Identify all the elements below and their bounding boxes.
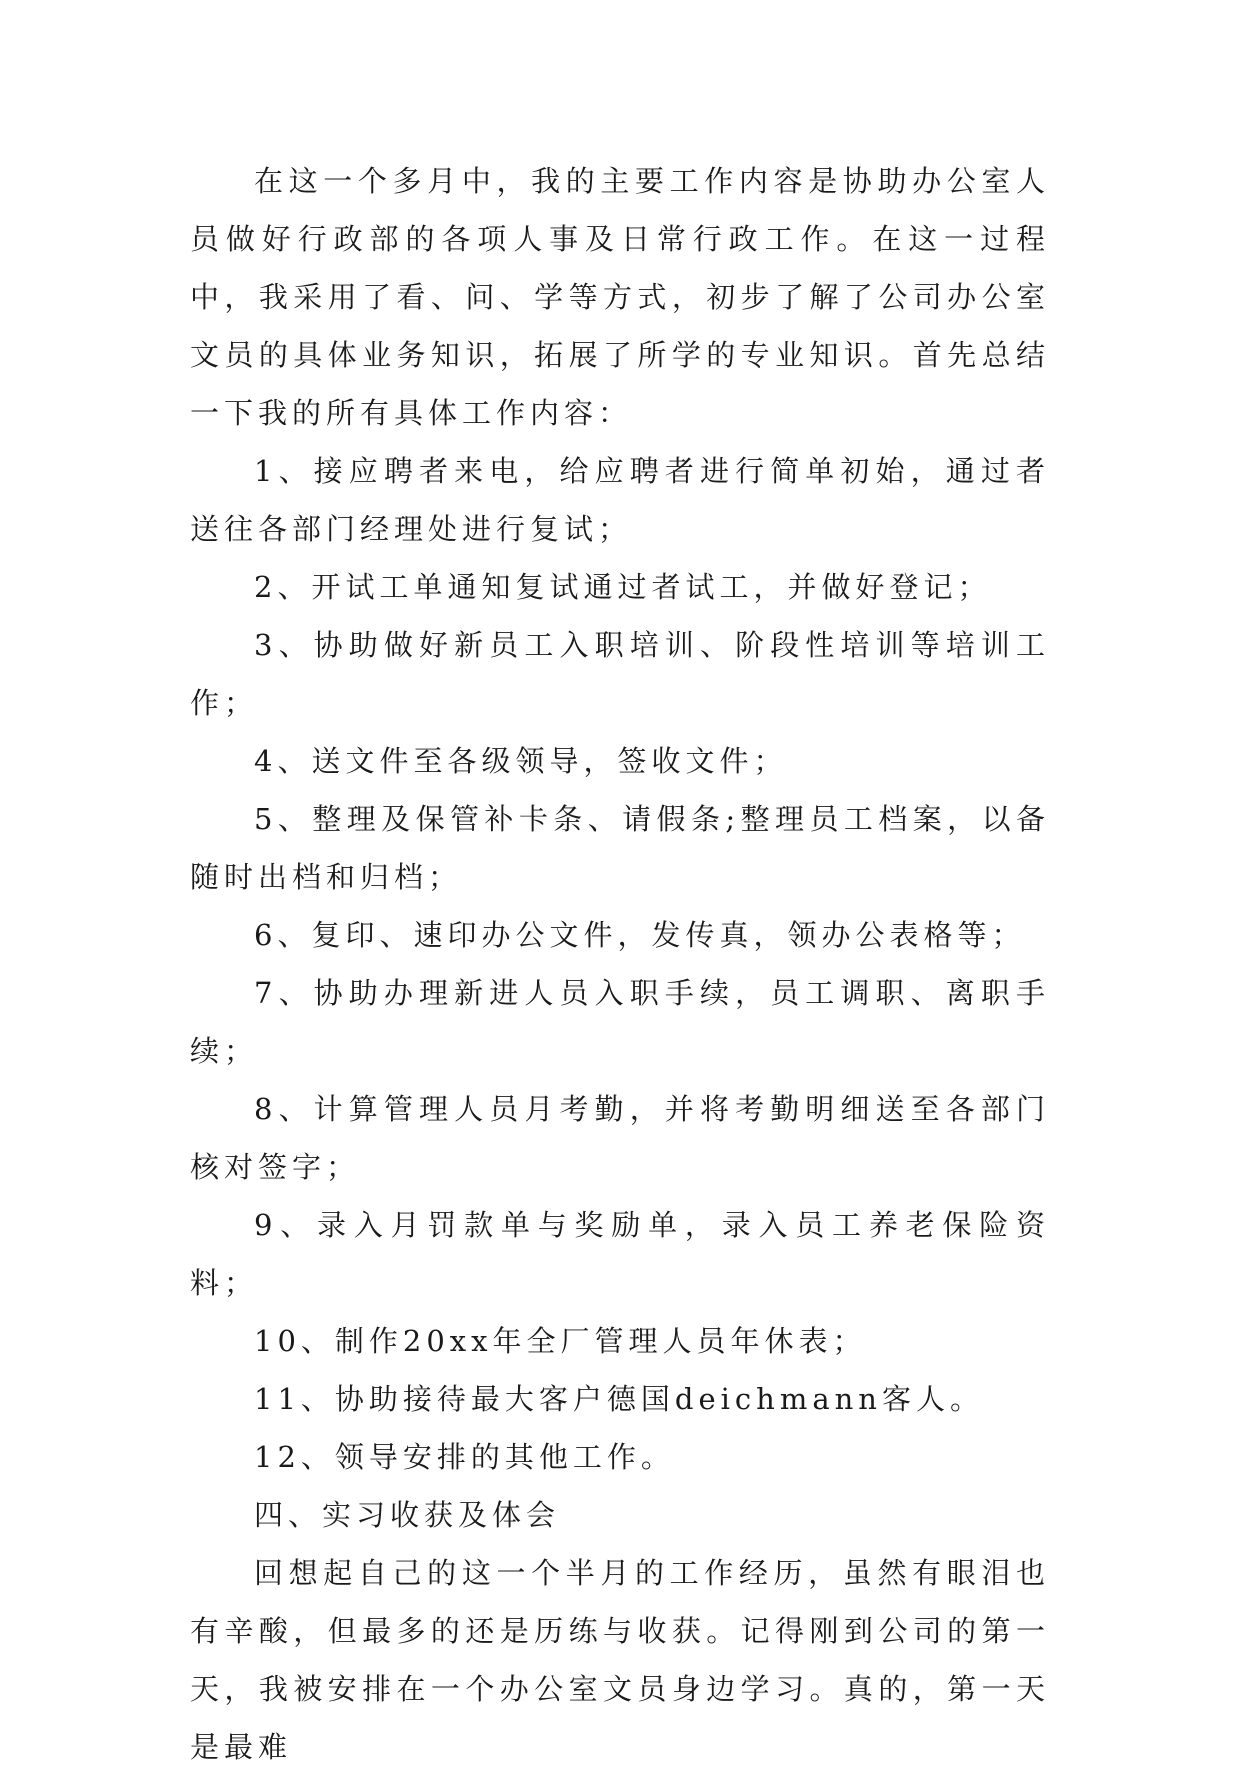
list-item-11: 11、协助接待最大客户德国deichmann客人。 (254, 1382, 984, 1416)
list-item-8: 8、计算管理人员月考勤，并将考勤明细送至各部门核对签字； (190, 1092, 1050, 1184)
list-item-6: 6、复印、速印办公文件，发传真，领办公表格等； (254, 918, 1026, 952)
list-item-1: 1、接应聘者来电，给应聘者进行简单初始，通过者送往各部门经理处进行复试； (190, 454, 1050, 546)
list-item-2: 2、开试工单通知复试通过者试工，并做好登记； (254, 570, 992, 604)
list-item-5: 5、整理及保管补卡条、请假条;整理员工档案，以备随时出档和归档； (190, 802, 1050, 894)
reflection-paragraph: 回想起自己的这一个半月的工作经历，虽然有眼泪也有辛酸，但最多的还是历练与收获。记得刚到公司的第一天，我被安排在一个办公室文员身边学习。真的，第一天是最难 (190, 1556, 1050, 1764)
list-item-4: 4、送文件至各级领导，签收文件； (254, 744, 788, 778)
list-item-9: 9、录入月罚款单与奖励单，录入员工养老保险资料； (190, 1208, 1050, 1300)
list-item-10: 10、制作20xx年全厂管理人员年休表； (254, 1324, 867, 1358)
list-item-12: 12、领导安排的其他工作。 (254, 1440, 675, 1474)
section-heading: 四、实习收获及体会 (254, 1498, 561, 1532)
list-item-3: 3、协助做好新员工入职培训、阶段性培训等培训工作； (190, 628, 1050, 720)
intro-paragraph: 在这一个多月中，我的主要工作内容是协助办公室人员做好行政部的各项人事及日常行政工作。在这一过程中，我采用了看、问、学等方式，初步了解了公司办公室文员的具体业务知识，拓展了所学的专业知识。首先总结一下我的所有具体工作内容： (190, 164, 1050, 430)
document-body (190, 152, 1050, 1776)
list-item-7: 7、协助办理新进人员入职手续，员工调职、离职手续； (190, 976, 1050, 1068)
